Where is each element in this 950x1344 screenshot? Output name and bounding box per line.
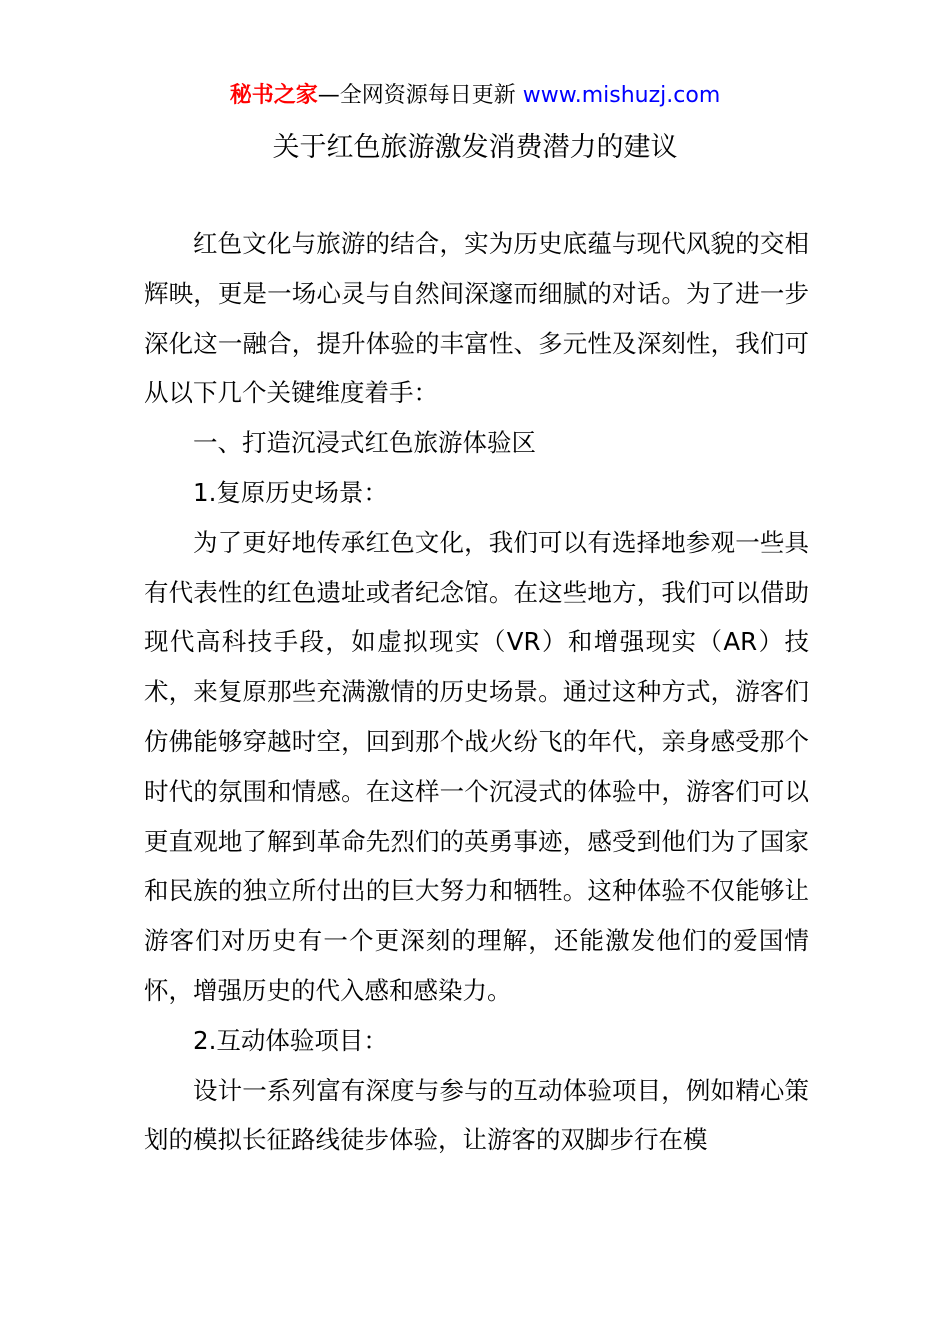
section-heading: 一、打造沉浸式红色旅游体验区 <box>193 428 536 458</box>
site-brand: 秘书之家 <box>229 83 318 108</box>
document-body <box>144 219 809 1165</box>
site-url-link[interactable]: www.mishuzj.com <box>522 83 721 108</box>
site-header <box>0 78 950 114</box>
document-title: 关于红色旅游激发消费潜力的建议 <box>272 132 678 163</box>
intro-paragraph: 红色文化与旅游的结合，实为历史底蕴与现代风貌的交相辉映，更是一场心灵与自然间深邃而细腻的对话。为了进一步深化这一融合，提升体验的丰富性、多元性及深刻性，我们可从以下几个关键维度着手： <box>144 229 809 408</box>
site-tagline: —全网资源每日更新 <box>317 83 523 108</box>
subsection-heading: 1.复原历史场景： <box>193 477 388 507</box>
body-paragraph: 设计一系列富有深度与参与的互动体验项目，例如精心策划的模拟长征路线徒步体验，让游客的双脚步行在模 <box>144 1075 809 1155</box>
subsection-heading: 2.互动体验项目： <box>193 1025 388 1055</box>
body-paragraph: 为了更好地传承红色文化，我们可以有选择地参观一些具有代表性的红色遗址或者纪念馆。在这些地方，我们可以借助现代高科技手段，如虚拟现实（VR）和增强现实（AR）技术，来复原那些充满激情的历史场景。通过这种方式，游客们仿佛能够穿越时空，回到那个战火纷飞的年代，亲身感受那个时代的氛围和情感。在这样一个沉浸式的体验中，游客们可以更直观地了解到革命先烈们的英勇事迹，感受到他们为了国家和民族的独立所付出的巨大努力和牺牲。这种体验不仅能够让游客们对历史有一个更深刻的理解，还能激发他们的爱国情怀，增强历史的代入感和感染力。 <box>144 527 809 1005</box>
